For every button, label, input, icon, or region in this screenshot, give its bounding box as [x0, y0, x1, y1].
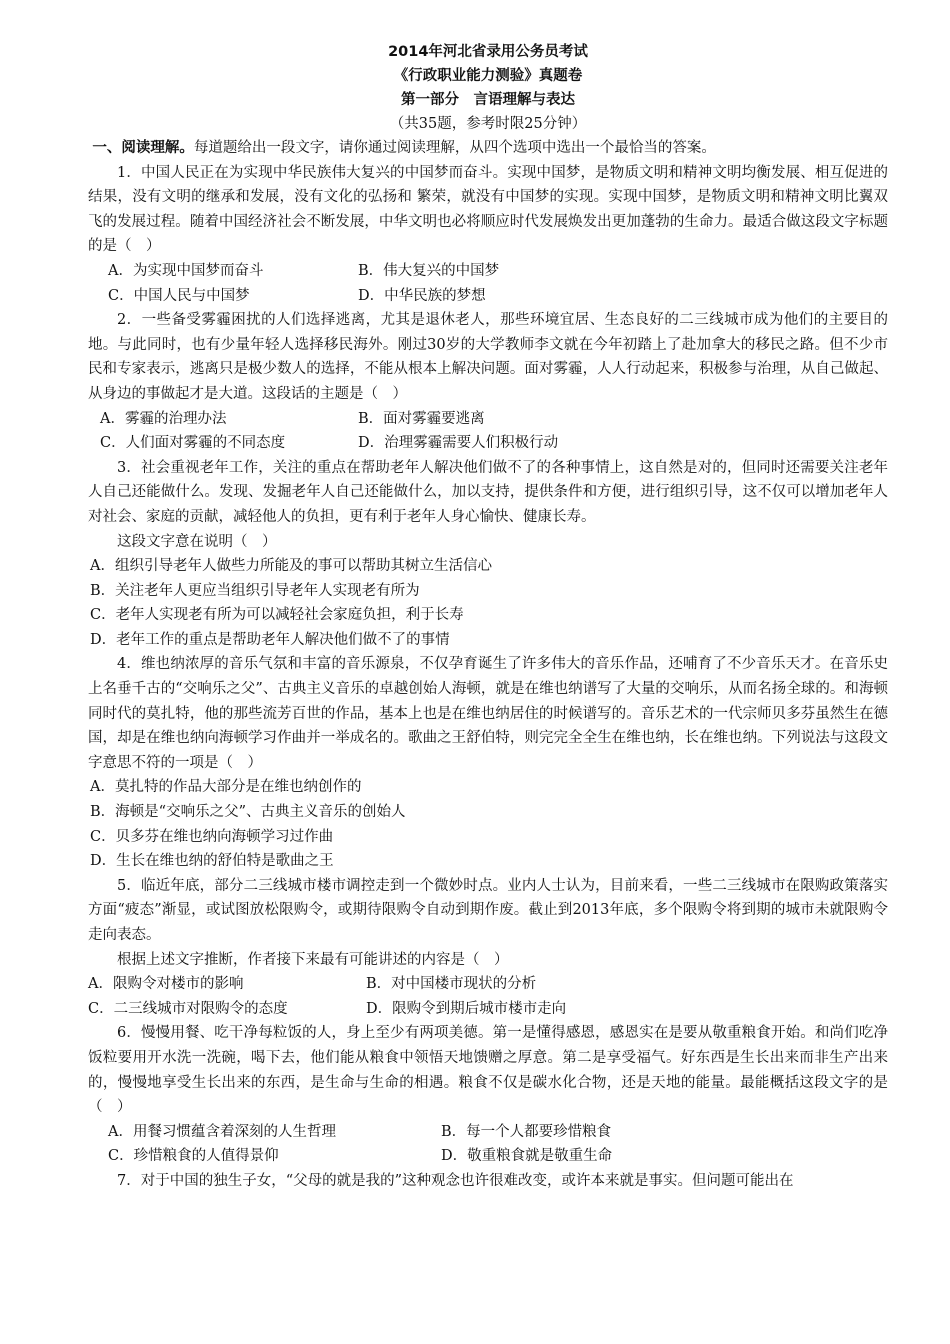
- option-b[interactable]: B．关注老年人更应当组织引导老年人实现老有所为: [90, 582, 420, 599]
- question-2-options-2: [88, 431, 888, 456]
- option-d[interactable]: D．敬重粮食就是敬重生命: [441, 1148, 613, 1165]
- question-5-options-2: [88, 997, 888, 1022]
- option-c[interactable]: C．珍惜粮食的人值得景仰: [108, 1148, 279, 1165]
- question-3-lead: 这段文字意在说明（ ）: [117, 533, 277, 550]
- exam-title: 2014年河北省录用公务员考试: [388, 44, 588, 60]
- option-a[interactable]: A．用餐习惯蕴含着深刻的人生哲理: [108, 1123, 336, 1140]
- option-a[interactable]: A．组织引导老年人做些力所能及的事可以帮助其树立生活信心: [90, 558, 492, 575]
- option-d[interactable]: D．生长在维也纳的舒伯特是歌曲之王: [90, 853, 334, 870]
- option-c[interactable]: C．中国人民与中国梦: [108, 287, 250, 304]
- option-a[interactable]: A．雾霾的治理办法: [100, 410, 227, 427]
- question-2-options: [88, 407, 888, 432]
- option-d[interactable]: D．中华民族的梦想: [358, 287, 486, 304]
- option-c[interactable]: C．人们面对雾霾的不同态度: [100, 435, 286, 452]
- option-a[interactable]: A．限购令对楼市的影响: [88, 976, 244, 993]
- question-6-options: [88, 1120, 888, 1145]
- option-b[interactable]: B．每一个人都要珍惜粮食: [441, 1123, 612, 1140]
- option-c[interactable]: C．二三线城市对限购令的态度: [88, 1000, 288, 1017]
- exam-subtitle: 《行政职业能力测验》真题卷: [393, 68, 583, 84]
- option-b[interactable]: B．伟大复兴的中国梦: [358, 262, 500, 279]
- option-d[interactable]: D．老年工作的重点是帮助老年人解决他们做不了的事情: [90, 631, 450, 648]
- option-a[interactable]: A．为实现中国梦而奋斗: [108, 262, 264, 279]
- part-heading: 第一部分 言语理解与表达: [401, 92, 575, 108]
- option-b[interactable]: B．海顿是“交响乐之父”、古典主义音乐的创始人: [90, 804, 406, 821]
- question-3-stem: 3．社会重视老年工作，关注的重点在帮助老年人解决他们做不了的各种事情上，这自然是对的，但同时还需要关注老年人自己还能做什么。发现、发掘老年人自己还能做什么，加以支持，提供条件和方便，进行组织引导，这不仅可以增加老年人对社会、家庭的贡献，减轻他人的负担，更有利于老年人身心愉快、健康长寿。: [88, 459, 888, 525]
- question-6-stem: 6．慢慢用餐、吃干净每粒饭的人，身上至少有两项美德。第一是懂得感恩，感恩实在是要从敬重粮食开始。和尚们吃净饭粒要用开水洗一洗碗，喝下去，他们能从粮食中领悟天地馈赠之厚意。第二是享受福气。好东西是生长出来而非生产出来的，慢慢地享受生长出来的东西，是生命与生命的相遇。粮食不仅是碳水化合物，还是天地的能量。最能概括这段文字的是（ ）: [88, 1025, 888, 1116]
- question-2-stem: 2．一些备受雾霾困扰的人们选择逃离，尤其是退休老人，那些环境宜居、生态良好的二三线城市成为他们的主要目的地。与此同时，也有少量年轻人选择移民海外。刚过30岁的大学教师李文就在今年初踏上了赴加拿大的移民之路。但不少市民和专家表示，逃离只是极少数人的选择，不能从根本上解决问题。面对雾霾，人人行动起来，积极参与治理，从自己做起、从身边的事做起才是大道。这段话的主题是（ ）: [88, 312, 888, 402]
- question-5-lead: 根据上述文字推断，作者接下来最有可能讲述的内容是（ ）: [117, 951, 509, 968]
- section-instruction: 每道题给出一段文字，请你通过阅读理解，从四个选项中选出一个最恰当的答案。: [193, 140, 716, 156]
- question-7-stem: 7．对于中国的独生子女，“父母的就是我的”这种观念也许很难改变，或许本来就是事实。但问题可能出在: [117, 1172, 794, 1189]
- question-1-options: [88, 259, 888, 284]
- section-label: 一、阅读理解。: [92, 140, 194, 156]
- section-heading: [88, 136, 888, 161]
- question-6-options-2: [88, 1144, 888, 1169]
- option-c[interactable]: C．老年人实现老有所为可以减轻社会家庭负担，利于长寿: [90, 607, 464, 624]
- exam-page: [88, 40, 888, 1194]
- option-d[interactable]: D．治理雾霾需要人们积极行动: [358, 435, 559, 452]
- question-1-options-2: [88, 284, 888, 309]
- question-4-stem: 4．维也纳浓厚的音乐气氛和丰富的音乐源泉，不仅孕育诞生了许多伟大的音乐作品，还哺育了不少音乐天才。在音乐史上名垂千古的“交响乐之父”、古典主义音乐的卓越创始人海顿，就是在维也纳谱写了大量的交响乐，从而名扬全球的。和海顿同时代的莫扎特，他的那些流芳百世的作品，基本上也是在维也纳居住的时候谱写的。音乐艺术的一代宗师贝多芬虽然生在德国，却是在维也纳向海顿学习作曲并一举成名的。歌曲之王舒伯特，则完完全全生在维也纳，长在维也纳。下列说法与这段文字意思不符的一项是（ ）: [88, 656, 888, 771]
- option-c[interactable]: C．贝多芬在维也纳向海顿学习过作曲: [90, 828, 334, 845]
- question-1-stem: 1．中国人民正在为实现中华民族伟大复兴的中国梦而奋斗。实现中国梦，是物质文明和精神文明均衡发展、相互促进的结果，没有文明的继承和发展，没有文化的弘扬和 繁荣，就没有中国梦的实现。实现中国梦，是物质文明和精神文明比翼双飞的发展过程。随着中国经济社会不断发展，中华文明也必将顺应时代发展焕发出更加蓬勃的生命力。最适合做这段文字标题的是（ ）: [88, 164, 888, 255]
- option-d[interactable]: D．限购令到期后城市楼市走向: [366, 1000, 567, 1017]
- question-5-options: [88, 972, 888, 997]
- option-b[interactable]: B．对中国楼市现状的分析: [366, 976, 537, 993]
- time-note: （共35题，参考时限25分钟）: [389, 116, 587, 132]
- option-b[interactable]: B．面对雾霾要逃离: [358, 410, 485, 427]
- question-5-stem: 5．临近年底，部分二三线城市楼市调控走到一个微妙时点。业内人士认为，目前来看，一些二三线城市在限购政策落实方面“疲态”渐显，或试图放松限购令，或期待限购令自动到期作废。截止到2013年底，多个限购令将到期的城市未就限购令走向表态。: [88, 877, 888, 943]
- option-a[interactable]: A．莫扎特的作品大部分是在维也纳创作的: [90, 779, 362, 796]
